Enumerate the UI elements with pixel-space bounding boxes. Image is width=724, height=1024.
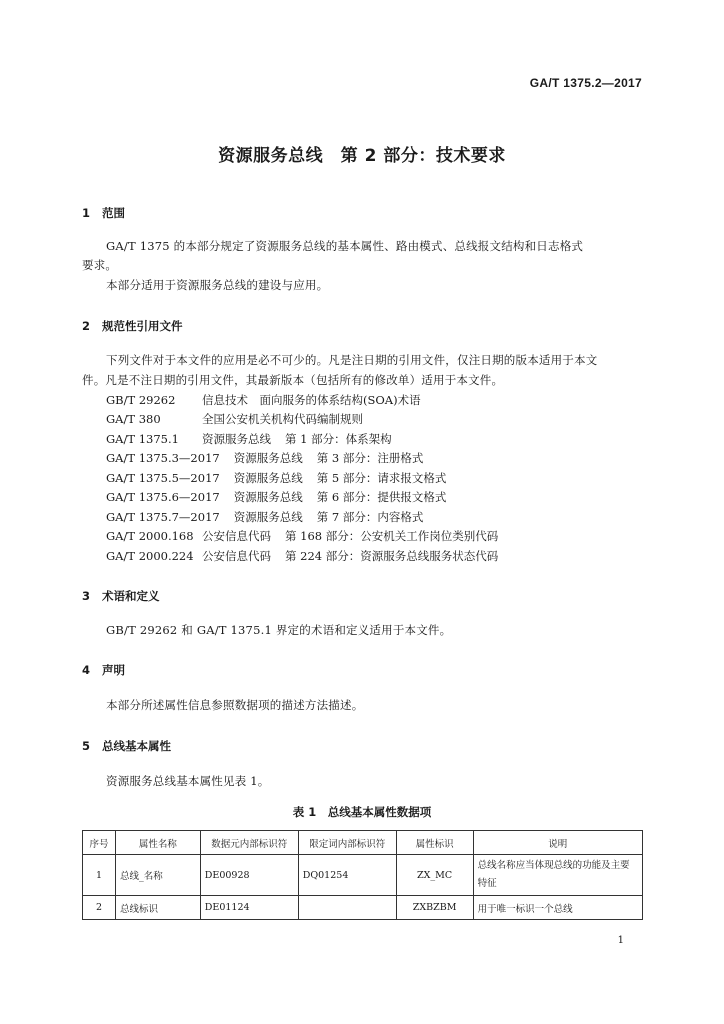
reference-code: GA/T 1375.5—2017	[106, 471, 220, 485]
section-number: 2	[82, 319, 91, 333]
reference-item	[106, 470, 446, 486]
reference-code: GA/T 1375.7—2017	[106, 510, 220, 524]
reference-title: 资源服务总线	[202, 432, 271, 446]
table-cell: 用于唯一标识一个总线	[473, 896, 642, 920]
reference-part: 第 1 部分：体系架构	[285, 432, 392, 446]
reference-title: 信息技术 面向服务的体系结构(SOA)术语	[202, 393, 421, 407]
reference-item	[106, 411, 363, 427]
section-5-heading	[82, 738, 171, 754]
table-cell: 2	[83, 896, 116, 920]
column-header: 属性名称	[115, 831, 200, 855]
reference-item	[106, 489, 446, 505]
table-cell	[298, 896, 396, 920]
section-title: 规范性引用文件	[102, 319, 183, 333]
section-title: 范围	[102, 206, 125, 220]
column-header: 序号	[83, 831, 116, 855]
section-2-intro-line-2: 件。凡是不注日期的引用文件，其最新版本（包括所有的修改单）适用于本文件。	[82, 373, 504, 387]
table-cell: DE01124	[200, 896, 298, 920]
section-title: 总线基本属性	[102, 739, 171, 753]
section-1-paragraph-1-line-2: 要求。	[82, 258, 118, 272]
column-header: 限定词内部标识符	[298, 831, 396, 855]
section-5-paragraph: 资源服务总线基本属性见表 1。	[106, 774, 270, 788]
document-title: 资源服务总线 第 2 部分：技术要求	[218, 146, 506, 166]
reference-code: GB/T 29262	[106, 393, 176, 407]
table-cell: ZX_MC	[396, 855, 473, 896]
page-number: 1	[617, 935, 624, 946]
reference-part: 第 224 部分：资源服务总线服务状态代码	[285, 549, 499, 563]
reference-code: GA/T 380	[106, 412, 161, 426]
reference-item	[106, 548, 498, 564]
reference-part: 第 168 部分：公安机关工作岗位类别代码	[285, 529, 499, 543]
section-3-paragraph: GB/T 29262 和 GA/T 1375.1 界定的术语和定义适用于本文件。	[106, 623, 452, 637]
standard-code: GA/T 1375.2—2017	[529, 76, 642, 90]
section-number: 1	[82, 206, 91, 220]
reference-item	[106, 450, 423, 466]
reference-code: GA/T 2000.168	[106, 529, 194, 543]
reference-part: 第 5 部分：请求报文格式	[316, 471, 447, 485]
section-title: 术语和定义	[102, 589, 160, 603]
section-2-heading	[82, 318, 183, 334]
table-caption: 表 1 总线基本属性数据项	[292, 805, 432, 819]
section-1-heading	[82, 205, 125, 221]
reference-item	[106, 509, 423, 525]
reference-part: 第 7 部分：内容格式	[316, 510, 424, 524]
section-4-paragraph: 本部分所述属性信息参照数据项的描述方法描述。	[106, 698, 364, 712]
column-header: 属性标识	[396, 831, 473, 855]
reference-code: GA/T 1375.1	[106, 432, 179, 446]
reference-title: 全国公安机关机构代码编制规则	[202, 412, 363, 426]
reference-title: 资源服务总线	[233, 471, 303, 485]
column-header: 说明	[473, 831, 642, 855]
reference-part: 第 3 部分：注册格式	[316, 451, 424, 465]
table-row	[83, 896, 643, 920]
reference-code: GA/T 1375.3—2017	[106, 451, 220, 465]
reference-item	[106, 392, 421, 408]
reference-item	[106, 528, 498, 544]
reference-title: 公安信息代码	[202, 529, 271, 543]
section-3-heading	[82, 588, 160, 604]
table-cell: ZXBZBM	[396, 896, 473, 920]
section-1-paragraph-1-line-1: GA/T 1375 的本部分规定了资源服务总线的基本属性、路由模式、总线报文结构和日志格式	[106, 239, 584, 253]
table-cell: 1	[83, 855, 116, 896]
section-number: 4	[82, 663, 91, 677]
table-cell: DE00928	[200, 855, 298, 896]
table-cell: DQ01254	[298, 855, 396, 896]
reference-code: GA/T 2000.224	[106, 549, 194, 563]
reference-item	[106, 431, 392, 447]
reference-code: GA/T 1375.6—2017	[106, 490, 220, 504]
table-cell: 总线_名称	[115, 855, 200, 896]
reference-title: 资源服务总线	[233, 451, 303, 465]
section-2-intro-line-1: 下列文件对于本文件的应用是必不可少的。凡是注日期的引用文件，仅注日期的版本适用于本文	[106, 353, 598, 367]
reference-title: 资源服务总线	[233, 490, 303, 504]
table-cell: 总线名称应当体现总线的功能及主要特征	[473, 855, 642, 896]
table-cell: 总线标识	[115, 896, 200, 920]
section-4-heading	[82, 662, 125, 678]
column-header: 数据元内部标识符	[200, 831, 298, 855]
section-title: 声明	[102, 663, 125, 677]
reference-part: 第 6 部分：提供报文格式	[316, 490, 447, 504]
attribute-table	[82, 830, 643, 920]
reference-title: 资源服务总线	[233, 510, 303, 524]
section-1-paragraph-2: 本部分适用于资源服务总线的建设与应用。	[106, 278, 329, 292]
table-row	[83, 855, 643, 896]
table-header-row	[83, 831, 643, 855]
section-number: 3	[82, 589, 91, 603]
reference-title: 公安信息代码	[202, 549, 271, 563]
section-number: 5	[82, 739, 91, 753]
